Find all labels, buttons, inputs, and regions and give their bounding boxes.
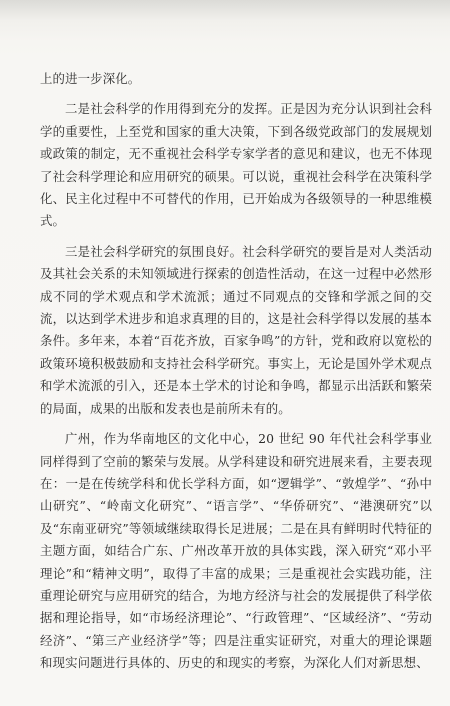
paragraph-guangzhou: 广州，作为华南地区的文化中心，20 世纪 90 年代社会科学事业同样得到了空前的繁荣与发展。从学科建设和研究进展来看，主要表现在：一是在传统学科和优长学科方面，如“逻辑学”、“敦煌学”、“孙中山研究”、“岭南文化研究”、“语言学”、“华侨研究”、“港澳研究”以及“东南亚研究”等领域继续取得长足进展；二是在具有鲜明时代特征的主题方面，如结合广东、广州改革开放的具体实践，深入研究“邓小平理论”和“精神文明”，取得了丰富的成果；三是重视社会实践功能，注重理论研究与应用研究的结合，为地方经济与社会的发展提供了科学依据和理论指导，如“市场经济理论”、“行政管理”、“区域经济”、“劳动经济”、“第三产业经济学”等；四是注重实证研究，对重大的理论课题和现实问题进行具体的、历史的和现实的考察，为深化人们对新思想、 bbox=[40, 431, 432, 671]
paragraph-continuation: 上的进一步深化。 bbox=[40, 71, 141, 86]
paragraph-gap bbox=[40, 420, 432, 428]
paragraph-gap bbox=[40, 233, 432, 241]
paragraph-gap bbox=[40, 90, 432, 98]
body-text bbox=[40, 68, 432, 675]
paragraph-social-science-role: 二是社会科学的作用得到充分的发挥。正是因为充分认识到社会科学的重要性，上至党和国家的重大决策，下到各级党政部门的发展规划或政策的制定，无不重视社会科学专家学者的意见和建议，也无不体现了社会科学理论和应用研究的硕果。可以说，重视社会科学在决策科学化、民主化过程中不可替代的作用，已开始成为各级领导的一种思维模式。 bbox=[40, 101, 432, 229]
scan-shadow bbox=[0, 0, 450, 40]
paragraph-research-atmosphere: 三是社会科学研究的氛围良好。社会科学研究的要旨是对人类活动及其社会关系的未知领域进行探索的创造性活动，在这一过程中必然形成不同的学术观点和学术流派；通过不同观点的交锋和学派之间的交流，以达到学术进步和追求真理的目的，这是社会科学得以发展的基本条件。多年来，本着“百花齐放，百家争鸣”的方针，党和政府以宽松的政策环境积极鼓励和支持社会科学研究。事实上，无论是国外学术观点和学术流派的引入，还是本土学术的讨论和争鸣，都显示出活跃和繁荣的局面，成果的出版和发表也是前所未有的。 bbox=[40, 243, 432, 416]
